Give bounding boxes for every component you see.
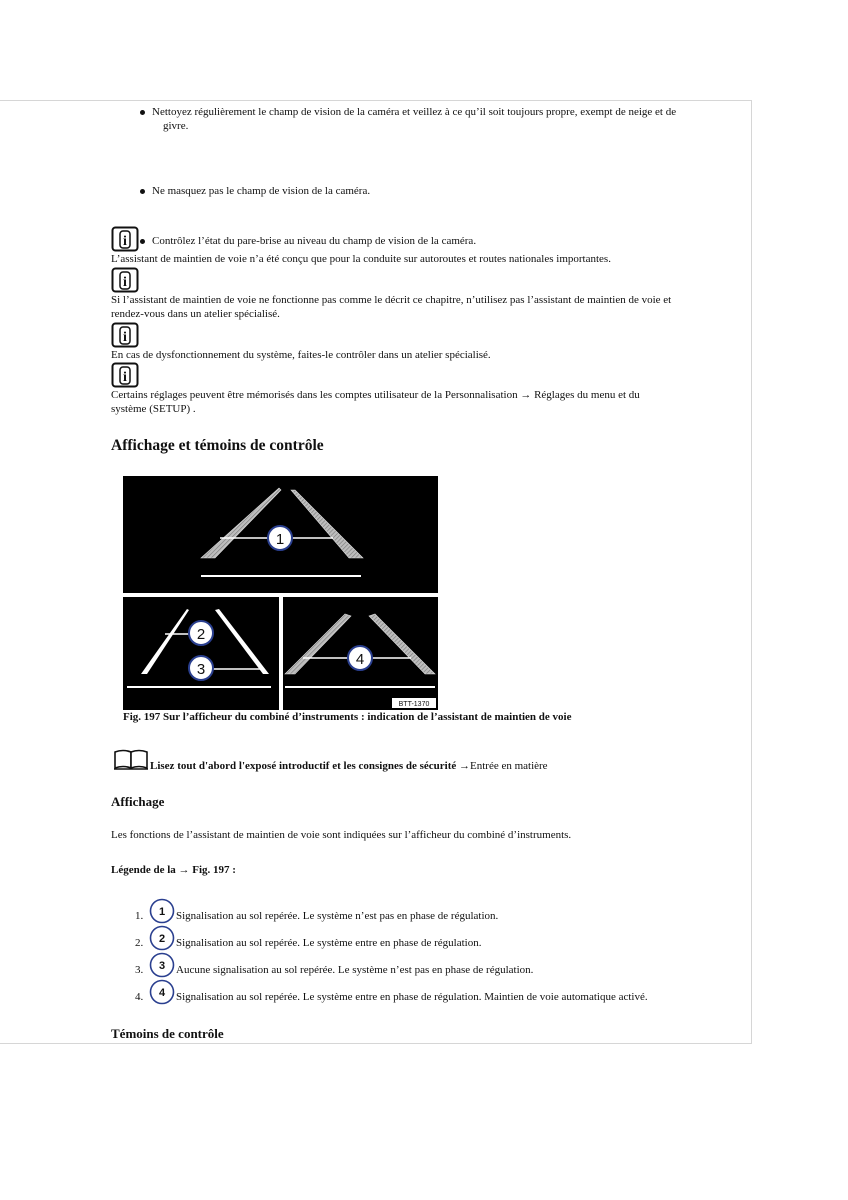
- info-note: [111, 226, 736, 266]
- figure-divider: [123, 593, 438, 597]
- info-note: [111, 322, 736, 362]
- svg-text:2: 2: [158, 933, 166, 945]
- bullet-item: [135, 105, 735, 133]
- temoins-heading: Témoins de contrôle: [111, 1026, 224, 1041]
- info-icon: [111, 226, 139, 252]
- read-first-text: [150, 759, 548, 773]
- info-icon: [111, 362, 139, 388]
- bullet-text: Ne masquez pas le champ de vision de la caméra.: [152, 185, 371, 197]
- svg-text:i: i: [123, 234, 127, 249]
- info-icon: [111, 322, 139, 348]
- info-icon: [111, 267, 139, 293]
- numbered-circle-icon: [149, 979, 175, 1005]
- marker-number: 3: [196, 661, 206, 678]
- note-text: En cas de dysfonctionnement du système, faites-le contrôler dans un atelier spécialisé.: [111, 349, 491, 361]
- bullet-text: Nettoyez régulièrement le champ de vision de la caméra et veillez à ce qu’il soit toujours propre, exempt de neige et de: [152, 106, 677, 118]
- section-title: Affichage et témoins de contrôle: [111, 437, 324, 454]
- svg-text:3: 3: [158, 960, 166, 972]
- numbered-circle-icon: [149, 925, 175, 951]
- numbered-circle-icon: [149, 952, 175, 978]
- arrow-icon: →: [459, 760, 470, 772]
- numbered-circle-icon: [149, 898, 175, 924]
- affichage-heading: Affichage: [111, 794, 165, 809]
- note-text-continued: système (SETUP) .: [111, 403, 196, 415]
- list-number: 4.: [135, 991, 144, 1003]
- book-icon: [113, 748, 149, 770]
- list-text: Aucune signalisation au sol repérée. Le système n’est pas en phase de régulation.: [176, 964, 534, 976]
- list-text: Signalisation au sol repérée. Le système entre en phase de régulation. Maintien de voie automatique activé.: [176, 991, 648, 1003]
- list-text: Signalisation au sol repérée. Le système entre en phase de régulation.: [176, 937, 482, 949]
- note-text: Si l’assistant de maintien de voie ne fonctionne pas comme le décrit ce chapitre, n’utilisez pas l’assistant de maintien de voie et: [111, 294, 672, 306]
- svg-text:i: i: [123, 275, 127, 290]
- marker-number: 2: [196, 626, 206, 643]
- marker-number: 4: [355, 651, 365, 668]
- bullet-dot-icon: [140, 110, 145, 115]
- svg-text:i: i: [123, 330, 127, 345]
- svg-text:4: 4: [158, 987, 166, 999]
- info-note: [111, 362, 736, 416]
- bullet-dot-icon: [140, 189, 145, 194]
- bullet-text-continued: givre.: [163, 120, 189, 132]
- lane-assist-figure: [123, 476, 438, 710]
- list-text: Signalisation au sol repérée. Le système n’est pas en phase de régulation.: [176, 910, 499, 922]
- marker-number: 1: [275, 531, 285, 548]
- info-note: [111, 267, 736, 321]
- read-first-link[interactable]: Entrée en matière: [470, 760, 548, 772]
- bullet-item: [135, 184, 735, 198]
- note-text: L’assistant de maintien de voie n’a été conçu que pour la conduite sur autoroutes et routes nationales importantes.: [111, 253, 611, 265]
- affichage-text: Les fonctions de l’assistant de maintien de voie sont indiquées sur l’afficheur du combiné d’instruments.: [111, 829, 572, 841]
- svg-text:1: 1: [158, 906, 166, 918]
- figure-caption: Fig. 197 Sur l’afficheur du combiné d’instruments : indication de l’assistant de maintien de voie: [123, 711, 572, 723]
- list-number: 2.: [135, 937, 144, 949]
- read-first-bold: Lisez tout d'abord l'exposé introductif et les consignes de sécurité: [150, 760, 457, 772]
- figure-code: BTT-1370: [398, 701, 430, 708]
- list-number: 3.: [135, 964, 144, 976]
- legend-label: Légende de la → Fig. 197 :: [111, 864, 236, 876]
- bullet-list: [135, 105, 735, 247]
- note-text: Certains réglages peuvent être mémorisés dans les comptes utilisateur de la Personnalisation → Réglages du menu et du: [111, 389, 640, 401]
- note-text-continued: rendez-vous dans un atelier spécialisé.: [111, 308, 280, 320]
- list-number: 1.: [135, 910, 144, 922]
- figure-divider: [279, 597, 283, 710]
- bullet-text: Contrôlez l’état du pare-brise au niveau du champ de vision de la caméra.: [152, 235, 477, 247]
- svg-text:i: i: [123, 370, 127, 385]
